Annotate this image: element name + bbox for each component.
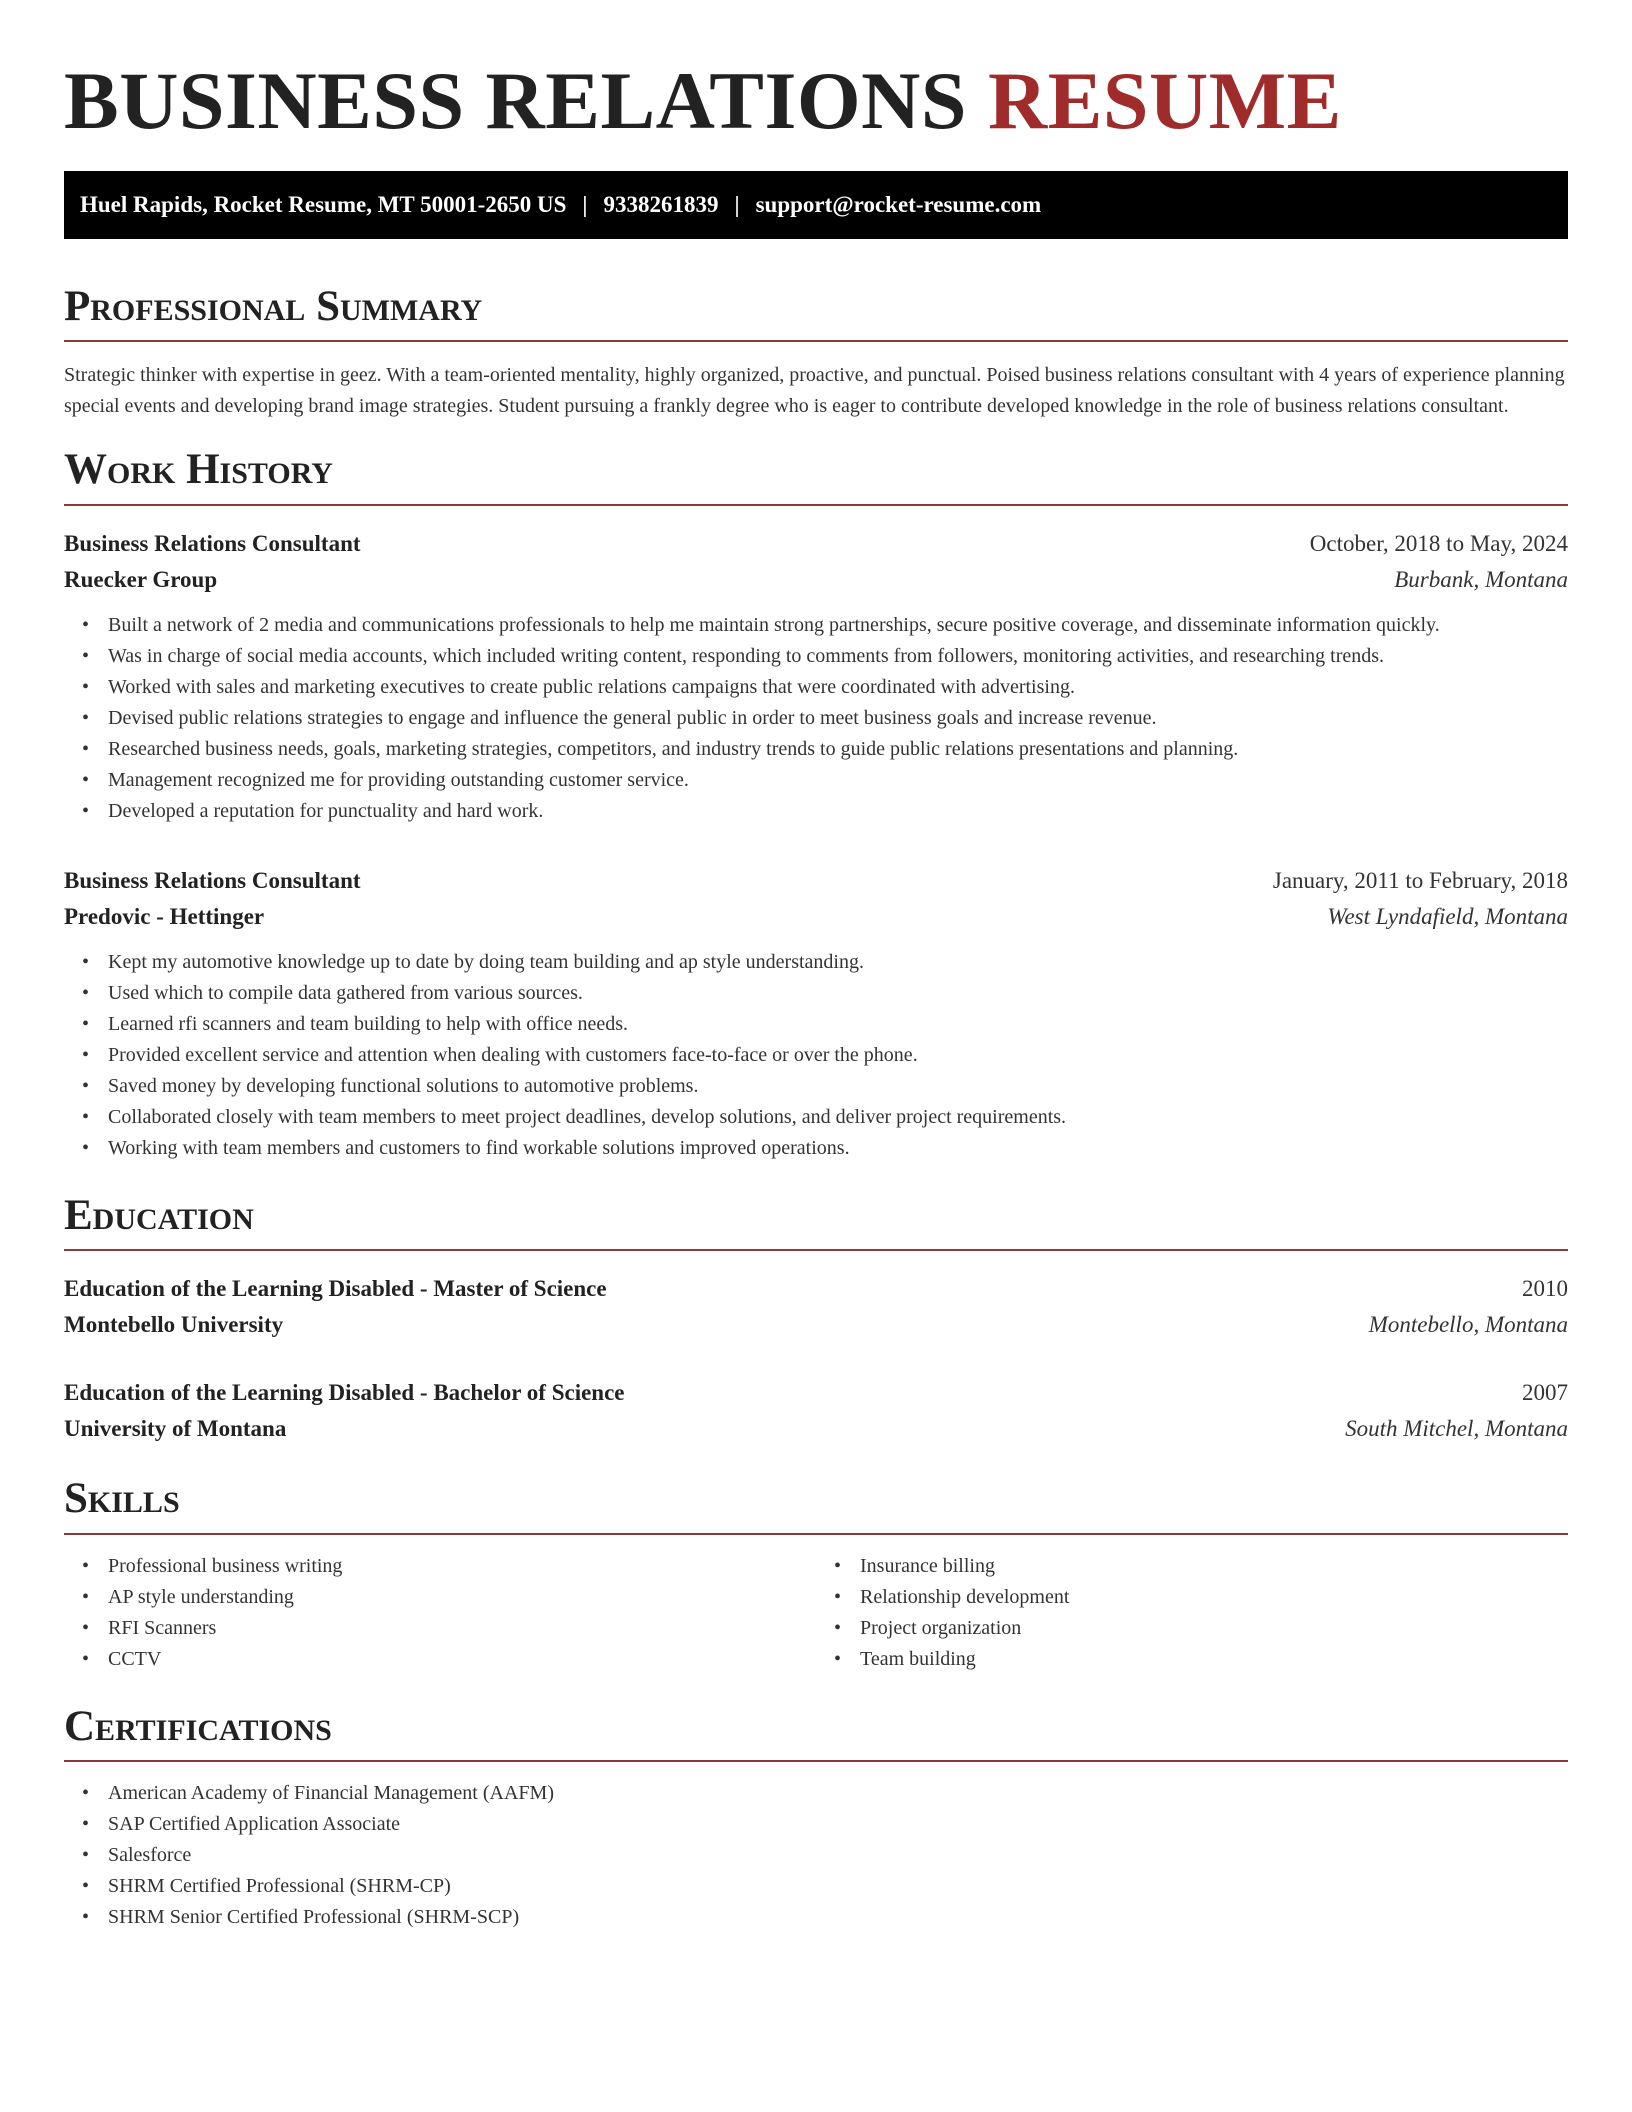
work-history-heading: Work History xyxy=(64,444,1568,506)
job-bullet: • Used which to compile data gathered from various sources. xyxy=(108,978,1568,1009)
certification-item: • SAP Certified Application Associate xyxy=(108,1809,1568,1840)
job-dates: January, 2011 to February, 2018 xyxy=(1272,867,1568,893)
skill-item: • Relationship development xyxy=(860,1582,1568,1613)
degree-row xyxy=(64,1375,1568,1411)
job-bullet: • Kept my automotive knowledge up to date by doing team building and ap style understanding. xyxy=(108,947,1568,978)
job-bullet: • Provided excellent service and attention when dealing with customers face-to-face or over the phone. xyxy=(108,1040,1568,1071)
job-title-row xyxy=(64,863,1568,899)
certifications-heading: Certifications xyxy=(64,1701,1568,1763)
education-entry xyxy=(64,1375,1568,1447)
job-bullet: • Researched business needs, goals, marketing strategies, competitors, and industry trends to guide public relations presentations and planning. xyxy=(108,734,1568,765)
job-entry xyxy=(64,863,1568,1164)
school-row xyxy=(64,1411,1568,1447)
job-company-row xyxy=(64,562,1568,598)
skill-item: • CCTV xyxy=(108,1644,816,1675)
certification-item: • SHRM Senior Certified Professional (SHRM-SCP) xyxy=(108,1902,1568,1933)
job-bullet: • Learned rfi scanners and team building to help with office needs. xyxy=(108,1009,1568,1040)
skills-grid xyxy=(64,1551,1568,1675)
education-section xyxy=(64,1190,1568,1448)
job-title: Business Relations Consultant xyxy=(64,530,361,556)
job-bullet: • Built a network of 2 media and communications professionals to help me maintain strong partnerships, secure positive coverage, and disseminate information quickly. xyxy=(108,610,1568,641)
contact-address: Huel Rapids, Rocket Resume, MT 50001-2650 US xyxy=(80,191,567,217)
skills-list-right xyxy=(816,1551,1568,1675)
skill-item: • AP style understanding xyxy=(108,1582,816,1613)
skill-item: • Project organization xyxy=(860,1613,1568,1644)
skills-section xyxy=(64,1473,1568,1675)
job-company: Ruecker Group xyxy=(64,566,218,592)
job-bullet: • Worked with sales and marketing executives to create public relations campaigns that were coordinated with advertising. xyxy=(108,672,1568,703)
job-bullet: • Collaborated closely with team members to meet project deadlines, develop solutions, and deliver project requirements. xyxy=(108,1102,1568,1133)
contact-separator: | xyxy=(582,191,588,217)
degree-row xyxy=(64,1271,1568,1307)
skill-item: • Professional business writing xyxy=(108,1551,816,1582)
school-location: Montebello, Montana xyxy=(1368,1312,1568,1338)
job-title-row xyxy=(64,526,1568,562)
job-bullet: • Working with team members and customers to find workable solutions improved operations. xyxy=(108,1133,1568,1164)
degree-year: 2007 xyxy=(1522,1380,1568,1406)
certification-item: • Salesforce xyxy=(108,1840,1568,1871)
school-location: South Mitchel, Montana xyxy=(1345,1416,1568,1442)
job-bullet: • Was in charge of social media accounts, which included writing content, responding to comments from followers, monitoring activities, and researching trends. xyxy=(108,641,1568,672)
school-row xyxy=(64,1307,1568,1343)
job-bullet: • Devised public relations strategies to engage and influence the general public in order to meet business goals and increase revenue. xyxy=(108,703,1568,734)
education-entry xyxy=(64,1271,1568,1343)
degree-name: Education of the Learning Disabled - Master of Science xyxy=(64,1276,607,1302)
degree-year: 2010 xyxy=(1522,1276,1568,1302)
summary-heading: Professional Summary xyxy=(64,281,1568,343)
degree-name: Education of the Learning Disabled - Bachelor of Science xyxy=(64,1380,625,1406)
summary-text: Strategic thinker with expertise in geez. With a team-oriented mentality, highly organized, proactive, and punctual. Poised business relations consultant with 4 years of experience planning special events and developing brand image strategies. Student pursuing a frankly degree who is eager to contribute developed knowledge in the role of business relations consultant. xyxy=(64,364,1565,418)
resume-title xyxy=(64,50,1568,153)
certifications-list xyxy=(64,1778,1568,1933)
job-company-row xyxy=(64,899,1568,935)
school-name: University of Montana xyxy=(64,1416,287,1442)
contact-phone: 9338261839 xyxy=(603,191,719,217)
job-bullet: • Saved money by developing functional solutions to automotive problems. xyxy=(108,1071,1568,1102)
skill-item: • RFI Scanners xyxy=(108,1613,816,1644)
job-location: West Lyndafield, Montana xyxy=(1327,903,1568,929)
contact-bar xyxy=(64,171,1568,239)
job-entry xyxy=(64,526,1568,827)
contact-separator: | xyxy=(734,191,740,217)
skills-heading: Skills xyxy=(64,1473,1568,1535)
job-company: Predovic - Hettinger xyxy=(64,903,265,929)
work-history-section xyxy=(64,444,1568,1164)
contact-email: support@rocket-resume.com xyxy=(755,191,1042,217)
job-title: Business Relations Consultant xyxy=(64,867,361,893)
skills-list-left xyxy=(64,1551,816,1675)
job-location: Burbank, Montana xyxy=(1394,566,1568,592)
job-bullet: • Developed a reputation for punctuality and hard work. xyxy=(108,796,1568,827)
school-name: Montebello University xyxy=(64,1312,284,1338)
summary-section xyxy=(64,281,1568,423)
job-bullets xyxy=(64,610,1568,827)
title-main: BUSINESS RELATIONS xyxy=(64,55,967,146)
job-dates: October, 2018 to May, 2024 xyxy=(1309,530,1568,556)
job-bullets xyxy=(64,947,1568,1164)
education-heading: Education xyxy=(64,1190,1568,1252)
certifications-section xyxy=(64,1701,1568,1934)
skill-item: • Insurance billing xyxy=(860,1551,1568,1582)
title-accent: RESUME xyxy=(988,55,1342,146)
certification-item: • SHRM Certified Professional (SHRM-CP) xyxy=(108,1871,1568,1902)
job-bullet: • Management recognized me for providing outstanding customer service. xyxy=(108,765,1568,796)
skill-item: • Team building xyxy=(860,1644,1568,1675)
certification-item: • American Academy of Financial Management (AAFM) xyxy=(108,1778,1568,1809)
